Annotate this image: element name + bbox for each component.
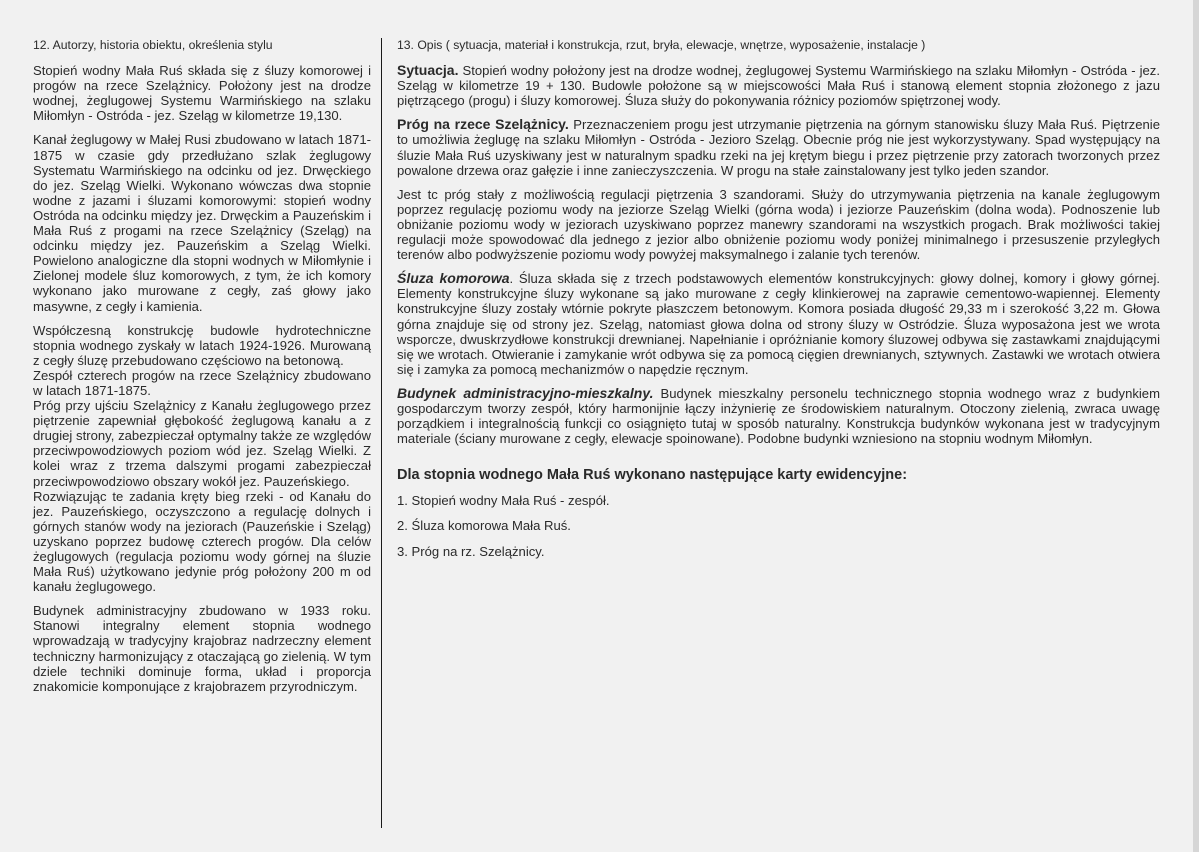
history-paragraph-3: Współczesną konstrukcję budowle hydrotechniczne stopnia wodnego zyskały w latach 1924-1926. Murowaną z cegły śluzę przebudowano częściowo na betonową. (33, 322, 371, 368)
sluza-text: . Śluza składa się z trzech podstawowych elementów konstrukcyjnych: głowy dolnej, komory i głowy górnej. Elementy konstrukcyjne śluzy wykonane są jako murowane z cegły klinkierowej na zaprawie cementowo-wapiennej. Elementy konstrukcyjne śluzy zostały wtórnie pokryte płaszczem betonowym. Komora posiada długość 29,33 m i szerokość 3,22 m. Głowa górna znajduje się od strony jez. Szeląg, natomiast głowa dolna od strony śluzy w Ostródzie. Śluza wyposażona jest we wrota wsporcze, dwuskrzydłowe konstrukcji drewnianej. Napełnianie i opróżnianie komory śluzowej odbywa się zastawkami znajdującymi się we wrotach. Otwieranie i zamykanie wrót odbywa się za pomocą cięgien drewnianych, sztywnych. Zastawki we wrotach otwiera się i zamyka za pomocą mechanizmów o napędzie ręcznym. (397, 271, 1161, 377)
section-budynek (397, 386, 1160, 446)
history-paragraph-6: Rozwiązując te zadania kręty bieg rzeki - od Kanału do jez. Pauzeńskiego, oczyszczono a regulację dolnych i górnych stanów wody na jeziorach (Pauzeńskie i Szeląg) uzyskano poprzez budowę czterech progów. Dla celów żeglugowych (regulacja poziomu wody górnej na śluzie Mała Ruś) użytkowano jedynie próg położony 200 m od kanału żeglugowego. (33, 488, 371, 595)
section-prog-regulation: Jest tc próg stały z możliwością regulacji piętrzenia 3 szandorami. Służy do utrzymywania piętrzenia na kanale żeglugowym poprzez regulację poziomu wody na jeziorze Szeląg Wielki (górna woda) i jeziorze Pauzeńskim (dolna woda). Podnoszenie lub obniżanie poziomu wody w jeziorach uzyskiwano poprzez manewry szandorami na wszystkich progach. Brak możliwości takiej regulacji może spowodować dla jednego z jezior albo obniżenie poziomu wody poniżej minimalnego i przesuszenie przyległych terenów albo podwyższenie poziomu wody powyżej maksymalnego i zalanie tych terenów. (397, 186, 1160, 263)
page-edge (1193, 0, 1199, 852)
sluza-heading: Śluza komorowa (397, 270, 510, 287)
budynek-text: Budynek mieszkalny personelu technicznego stopnia wodnego wraz z budynkiem gospodarczym tworzy zespół, który harmonijnie łączy inżynierię ze środowiskiem naturalnym. Otoczony zielenią, zwraca uwagę porządkiem i integralnością funkcji co osiągnięto tutaj w sposób naturalny. Konstrukcja budynków wykonana jest w tradycyjnym materiale (ściany murowane z cegły, elewacje spoinowane). Podobne budynki wzniesiono na stopniu wodnym Miłomłyn. (397, 385, 1160, 447)
sytuacja-heading: Sytuacja. (397, 62, 459, 79)
history-paragraph-2: Kanał żeglugowy w Małej Rusi zbudowano w latach 1871-1875 w czasie gdy przedłużano szlak żeglugowy Systematu Warmińskiego na odcinku od jez. Drwęckiego do jez. Szeląg Wielki. Wykonano wówczas dwa stopnie wodne z jazami i śluzami komorowymi: stopień wodny Ostróda na odcinku między jez. Drwęckim a Pauzeńskim i Mała Ruś z progami na rzece Szelążnicy (Szeląg) na odcinku między jez. Pauzeńskim a Szeląg Wielki. Powielono analogiczne dla stopni wodnych w Miłomłynie i Zielonej modele śluz komorowych, z tym, że ich komory wykonano jako murowane z cegły, zaś głowy jako masywne, z cegły i kamienia. (33, 132, 371, 314)
section-prog (397, 117, 1160, 177)
column-divider (381, 38, 382, 828)
sytuacja-text: Stopień wodny położony jest na drodze wodnej, żeglugowej Systemu Warmińskiego na szlaku Miłomłyn - Ostróda - jez. Szeląg w kilometrze 19 + 130. Budowle położone są w miejscowości Mała Ruś i stanową element stopnia złożonego z jazu piętrzącego (progu) i śluzy komorowej. Śluza służy do pokonywania różnicy poziomów spiętrzonej wody. (397, 63, 1160, 109)
history-paragraph-5: Próg przy ujściu Szelążnicy z Kanału żeglugowego przez piętrzenie zapewniał głębokość żeglugową kanału a z drugiej strony, zabezpieczał optymalny także ze względów przeciwpowodziowych poziom wód jez. Szeląg Wielki. Z kolei wraz z trzema dalszymi progami zabezpieczał przeciwpowodziowo obszary wokół jez. Pauzeńskiego. (33, 398, 371, 489)
section-sluza (397, 271, 1160, 377)
cards-title: Dla stopnia wodnego Mała Ruś wykonano następujące karty ewidencyjne: (397, 467, 908, 484)
history-paragraph-4: Zespół czterech progów na rzece Szelążnicy zbudowano w latach 1871-1875. (33, 367, 371, 398)
left-column (33, 38, 371, 703)
card-item-2: 2. Śluza komorowa Mała Ruś. (397, 518, 571, 534)
section-sytuacja (397, 63, 1160, 108)
prog-heading: Próg na rzece Szelążnicy. (397, 116, 569, 133)
history-paragraph-7: Budynek administracyjny zbudowano w 1933 roku. Stanowi integralny element stopnia wodnego wprowadzają w tradycyjny krajobraz nadrzeczny element techniczny harmonizujący z otaczającą go zielenią. W tym dziele techniki dominuje forma, układ i proporcja znakomicie komponujące z krajobrazem przyrodniczym. (33, 603, 371, 694)
right-column-header: 13. Opis ( sytuacja, materiał i konstrukcja, rzut, bryła, elewacje, wnętrze, wyposażenie, instalacje ) (397, 38, 926, 52)
card-item-1: 1. Stopień wodny Mała Ruś - zespół. (397, 493, 610, 509)
budynek-heading: Budynek administracyjno-mieszkalny. (397, 384, 654, 401)
card-item-3: 3. Próg na rz. Szelążnicy. (397, 543, 545, 559)
prog-text: Przeznaczeniem progu jest utrzymanie piętrzenia na górnym stanowisku śluzy Mała Ruś. Piętrzenie to umożliwia żeglugę na szlaku Miłomłyn - Ostróda - Jezioro Szeląg. Obecnie próg nie jest wykorzystywany. Spad występujący na śluzie Mała Ruś uzyskiwany jest w naturalnym spadku rzeki na jej krętym biegu i przez piętrzenie przy zatorach tworzonych przez powalone drzewa oraz gałęzie i inne zanieczyszczenia. W progu na stałe zainstalowany jest tylko jeden szandor. (397, 117, 1160, 178)
right-column (397, 38, 1160, 569)
left-column-header: 12. Autorzy, historia obiektu, określenia stylu (33, 38, 273, 52)
history-paragraph-1: Stopień wodny Mała Ruś składa się z śluzy komorowej i progów na rzece Szelążnicy. Położony jest na drodze wodnej, żeglugowej Systemu Warmińskiego na szlaku Miłomłyn - Ostróda - jez. Szeląg w kilometrze 19,130. (33, 63, 371, 124)
